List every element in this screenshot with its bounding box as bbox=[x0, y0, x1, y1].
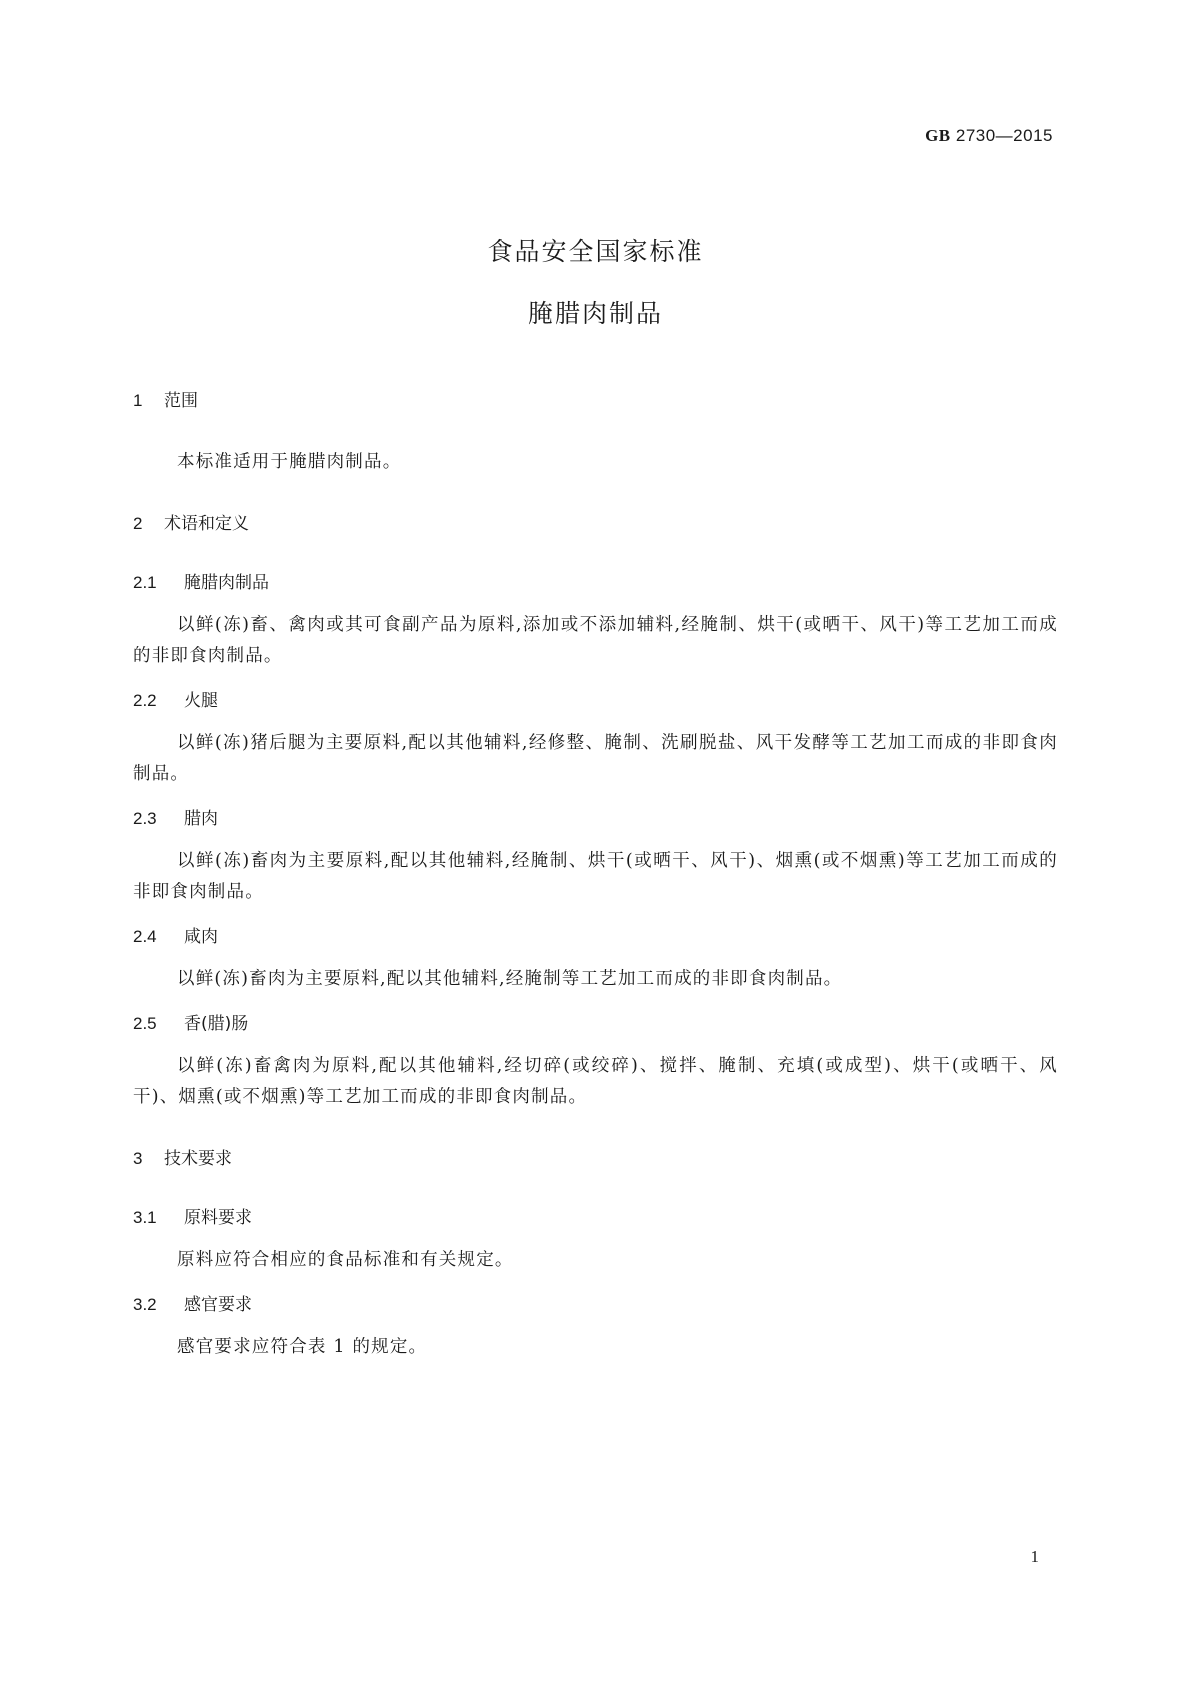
section-1-text: 本标准适用于腌腊肉制品。 bbox=[177, 452, 402, 472]
standard-code-number: 2730—2015 bbox=[955, 126, 1053, 145]
section-3-2-text: 感官要求应符合表 1 的规定。 bbox=[177, 1337, 428, 1357]
section-3-heading bbox=[133, 1147, 1058, 1171]
section-title: 感官要求 bbox=[184, 1295, 252, 1315]
section-title: 范围 bbox=[164, 391, 198, 411]
section-number: 3.1 bbox=[133, 1208, 157, 1227]
section-2-5-heading bbox=[133, 1012, 1058, 1036]
document-subtitle: 腌腊肉制品 bbox=[527, 299, 663, 328]
document-body bbox=[133, 389, 1058, 1363]
section-number: 2.1 bbox=[133, 573, 157, 592]
section-2-4-text: 以鲜(冻)畜肉为主要原料,配以其他辅料,经腌制等工艺加工而成的非即食肉制品。 bbox=[177, 969, 843, 989]
section-number: 2.2 bbox=[133, 691, 157, 710]
section-2-2-heading bbox=[133, 689, 1058, 713]
section-number: 2 bbox=[133, 514, 143, 533]
standard-code-prefix: GB bbox=[925, 126, 951, 145]
section-3-1-heading bbox=[133, 1206, 1058, 1230]
section-3-2-heading bbox=[133, 1293, 1058, 1317]
section-2-4-heading bbox=[133, 925, 1058, 949]
section-number: 2.4 bbox=[133, 927, 157, 946]
section-number: 2.3 bbox=[133, 809, 157, 828]
section-1-heading bbox=[133, 389, 1058, 413]
section-title: 腊肉 bbox=[184, 809, 218, 829]
section-title: 咸肉 bbox=[184, 927, 218, 947]
section-2-heading bbox=[133, 512, 1058, 536]
section-title: 技术要求 bbox=[164, 1149, 232, 1169]
section-3-1-text: 原料应符合相应的食品标准和有关规定。 bbox=[177, 1250, 514, 1270]
section-title: 香(腊)肠 bbox=[184, 1014, 249, 1034]
section-number: 1 bbox=[133, 391, 143, 410]
section-2-5-text: 以鲜(冻)畜禽肉为原料,配以其他辅料,经切碎(或绞碎)、搅拌、腌制、充填(或成型)、烘干(或晒干、风干)、烟熏(或不烟熏)等工艺加工而成的非即食肉制品。 bbox=[133, 1056, 1058, 1107]
page-number: 1 bbox=[1030, 1547, 1039, 1566]
section-2-3-heading bbox=[133, 807, 1058, 831]
section-2-1-heading bbox=[133, 571, 1058, 595]
section-title: 腌腊肉制品 bbox=[184, 573, 269, 593]
section-2-2-text: 以鲜(冻)猪后腿为主要原料,配以其他辅料,经修整、腌制、洗刷脱盐、风干发酵等工艺加工而成的非即食肉制品。 bbox=[133, 733, 1058, 784]
section-number: 2.5 bbox=[133, 1014, 157, 1033]
section-2-1-text: 以鲜(冻)畜、禽肉或其可食副产品为原料,添加或不添加辅料,经腌制、烘干(或晒干、风干)等工艺加工而成的非即食肉制品。 bbox=[133, 615, 1058, 666]
document-title: 食品安全国家标准 bbox=[487, 237, 704, 266]
section-title: 火腿 bbox=[184, 691, 218, 711]
section-2-3-text: 以鲜(冻)畜肉为主要原料,配以其他辅料,经腌制、烘干(或晒干、风干)、烟熏(或不烟熏)等工艺加工而成的非即食肉制品。 bbox=[133, 851, 1058, 902]
section-title: 术语和定义 bbox=[164, 514, 249, 534]
section-number: 3 bbox=[133, 1149, 143, 1168]
standard-code bbox=[925, 126, 1053, 146]
section-title: 原料要求 bbox=[184, 1208, 252, 1228]
section-number: 3.2 bbox=[133, 1295, 157, 1314]
